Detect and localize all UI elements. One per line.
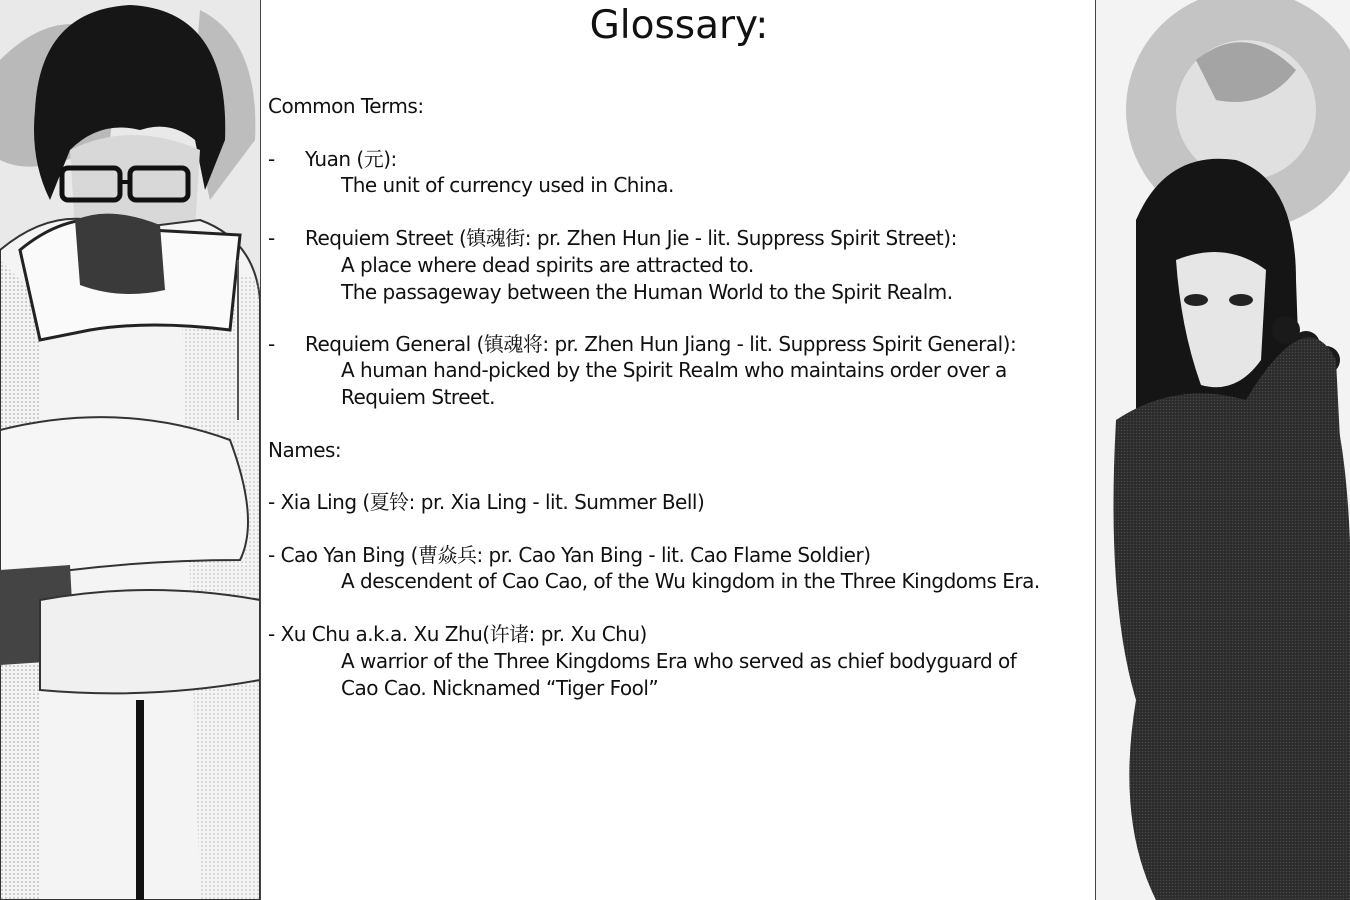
bullet-dash: - [268, 147, 275, 171]
term-name: Requiem Street (镇魂街: pr. Zhen Hun Jie - lit. Suppress Spirit Street): [305, 226, 957, 250]
right-illustration-panel [1095, 0, 1350, 900]
name-entry-xia-ling: - Xia Ling (夏铃: pr. Xia Ling - lit. Summer Bell) [268, 490, 705, 514]
girl-in-dark-hoodie-illustration [1096, 0, 1350, 900]
name-definition: Cao Cao. Nicknamed “Tiger Fool” [341, 676, 659, 700]
boy-in-jacket-illustration [0, 0, 260, 900]
names-heading: Names: [268, 438, 342, 462]
glossary-title: Glossary: [589, 3, 769, 48]
term-name: Requiem General (镇魂将: pr. Zhen Hun Jiang - lit. Suppress Spirit General): [305, 332, 1017, 356]
name-definition: A descendent of Cao Cao, of the Wu kingdom in the Three Kingdoms Era. [341, 569, 1040, 593]
glossary-content [268, 0, 1090, 900]
bullet-dash: - [268, 332, 275, 356]
term-name: Yuan (元): [305, 147, 397, 171]
term-definition: A place where dead spirits are attracted to. [341, 253, 754, 277]
name-entry-xu-chu: - Xu Chu a.k.a. Xu Zhu(许诸: pr. Xu Chu) [268, 622, 647, 646]
term-entry-requiem-general [268, 331, 1090, 357]
term-definition: Requiem Street. [341, 385, 496, 409]
name-entry-cao-yan-bing: - Cao Yan Bing (曹焱兵: pr. Cao Yan Bing - lit. Cao Flame Soldier) [268, 543, 871, 567]
left-illustration-panel [0, 0, 261, 900]
common-terms-heading: Common Terms: [268, 94, 424, 118]
term-entry-yuan [268, 146, 1090, 172]
term-definition: The unit of currency used in China. [341, 173, 674, 197]
name-definition: A warrior of the Three Kingdoms Era who served as chief bodyguard of [341, 649, 1017, 673]
term-entry-requiem-street [268, 225, 1090, 251]
term-definition: A human hand-picked by the Spirit Realm who maintains order over a [341, 358, 1007, 382]
bullet-dash: - [268, 226, 275, 250]
term-definition: The passageway between the Human World to the Spirit Realm. [341, 280, 953, 304]
